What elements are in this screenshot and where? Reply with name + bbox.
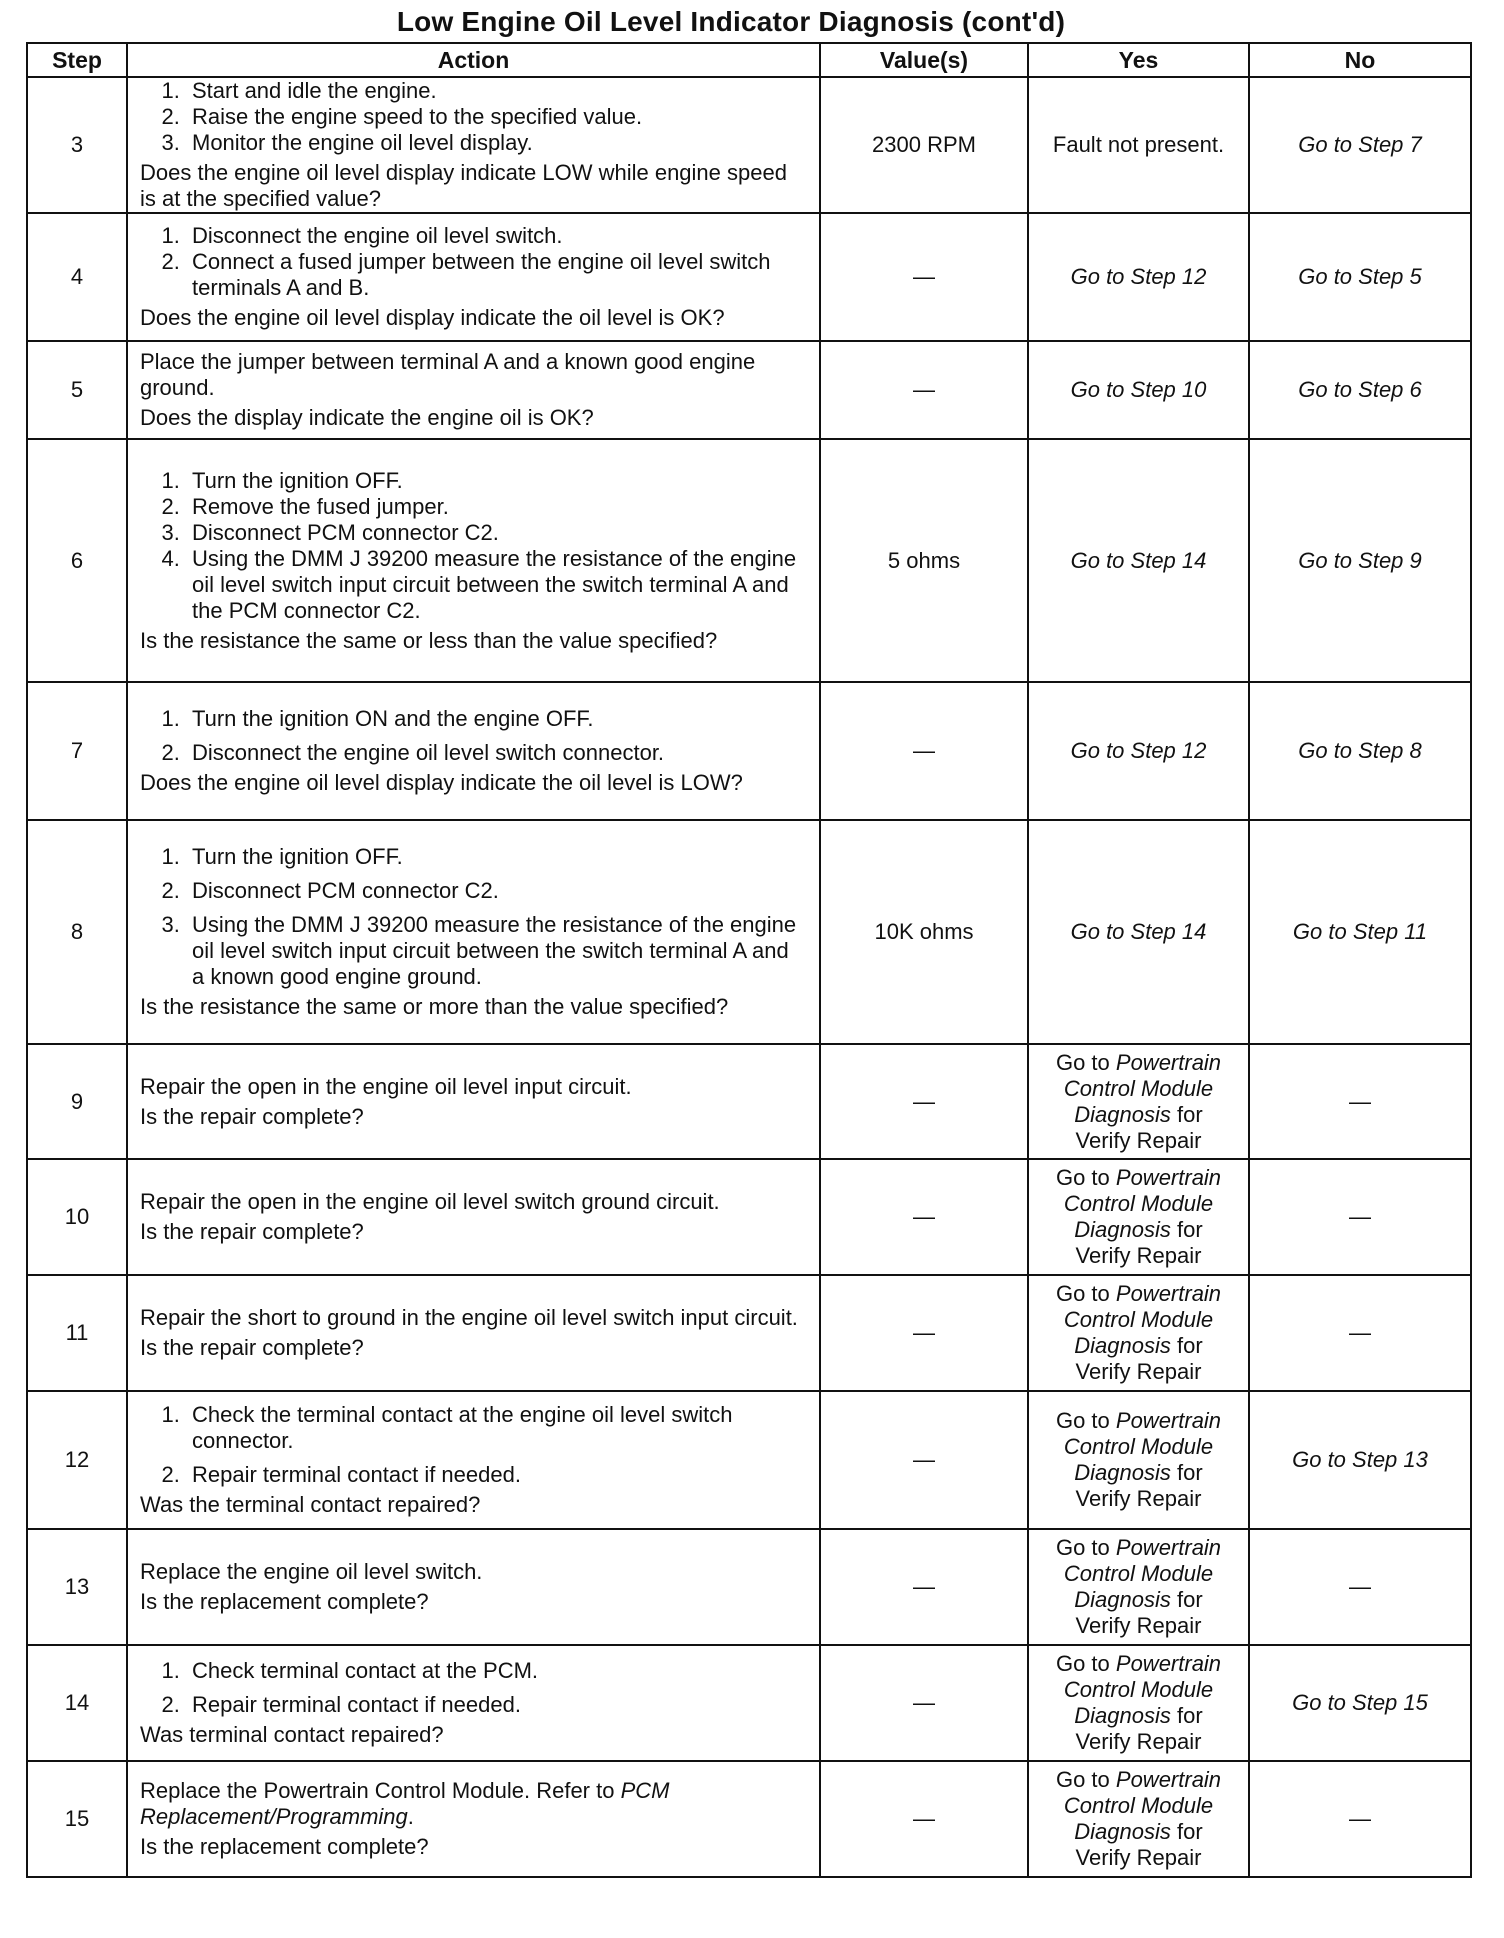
value-cell: 10K ohms [820, 820, 1028, 1044]
step-number: 8 [27, 820, 127, 1044]
table-row [27, 77, 1471, 213]
action-cell [127, 1391, 820, 1529]
list-item: 3. Using the DMM J 39200 measure the resistance of the engine oil level switch input circuit between the switch terminal A and a known good engine ground. [186, 912, 807, 990]
action-cell [127, 341, 820, 439]
table-row [27, 682, 1471, 820]
table-row [27, 1391, 1471, 1529]
step-number: 3 [27, 77, 127, 213]
step-number: 14 [27, 1645, 127, 1761]
table-row [27, 1761, 1471, 1877]
list-item: 2. Raise the engine speed to the specified value. [186, 104, 807, 130]
table-row [27, 1044, 1471, 1159]
table-header-row [27, 43, 1471, 77]
no-cell: Go to Step 11 [1249, 820, 1471, 1044]
value-cell: — [820, 1761, 1028, 1877]
header-no: No [1249, 43, 1471, 77]
list-item: 3. Monitor the engine oil level display. [186, 130, 807, 156]
action-list [140, 1658, 807, 1718]
no-cell: — [1249, 1275, 1471, 1391]
action-text: Repair the open in the engine oil level input circuit. [140, 1073, 632, 1099]
action-list [140, 1402, 807, 1488]
table-row [27, 341, 1471, 439]
action-question: Is the resistance the same or more than the value specified? [140, 994, 729, 1019]
value-cell: — [820, 1159, 1028, 1275]
action-cell [127, 1159, 820, 1275]
yes-cell: Go to Step 12 [1028, 682, 1249, 820]
header-step: Step [27, 43, 127, 77]
list-item: 1. Turn the ignition OFF. [186, 468, 807, 494]
step-number: 15 [27, 1761, 127, 1877]
list-item: 2. Remove the fused jumper. [186, 494, 807, 520]
yes-cell: Go to Step 14 [1028, 439, 1249, 682]
no-cell: Go to Step 13 [1249, 1391, 1471, 1529]
action-list [140, 78, 807, 156]
step-number: 9 [27, 1044, 127, 1159]
action-text: Repair the open in the engine oil level switch ground circuit. [140, 1189, 720, 1214]
action-cell [127, 213, 820, 341]
value-cell: — [820, 341, 1028, 439]
action-cell [127, 77, 820, 213]
yes-cell: Go to Powertrain Control Module Diagnosis for Verify Repair [1028, 1275, 1249, 1391]
header-value: Value(s) [820, 43, 1028, 77]
yes-cell: Go to Step 12 [1028, 213, 1249, 341]
value-cell: — [820, 682, 1028, 820]
value-cell: — [820, 213, 1028, 341]
table-row [27, 1645, 1471, 1761]
action-question: Does the engine oil level display indicate LOW while engine speed is at the specified value? [140, 160, 787, 211]
value-cell: — [820, 1645, 1028, 1761]
list-item: 1. Check terminal contact at the PCM. [186, 1658, 807, 1684]
diagnosis-table [26, 42, 1472, 1878]
no-cell: — [1249, 1044, 1471, 1159]
action-cell [127, 439, 820, 682]
list-item: 1. Start and idle the engine. [186, 78, 807, 104]
action-question: Does the display indicate the engine oil is OK? [140, 405, 594, 430]
action-question: Is the repair complete? [140, 1103, 364, 1129]
no-cell: Go to Step 9 [1249, 439, 1471, 682]
table-row [27, 1159, 1471, 1275]
action-question: Was terminal contact repaired? [140, 1722, 444, 1747]
value-cell: 2300 RPM [820, 77, 1028, 213]
table-row [27, 1275, 1471, 1391]
action-list [140, 223, 807, 301]
yes-cell: Go to Powertrain Control Module Diagnosis for Verify Repair [1028, 1044, 1249, 1159]
step-number: 6 [27, 439, 127, 682]
action-question: Does the engine oil level display indicate the oil level is OK? [140, 305, 725, 330]
no-cell: — [1249, 1529, 1471, 1645]
action-cell [127, 1761, 820, 1877]
action-list [140, 468, 807, 624]
list-item: 1. Turn the ignition ON and the engine OFF. [186, 706, 807, 732]
action-question: Is the replacement complete? [140, 1589, 429, 1614]
no-cell: Go to Step 5 [1249, 213, 1471, 341]
no-cell: Go to Step 7 [1249, 77, 1471, 213]
yes-cell: Fault not present. [1028, 77, 1249, 213]
yes-cell: Go to Powertrain Control Module Diagnosis for Verify Repair [1028, 1391, 1249, 1529]
list-item: 2. Disconnect PCM connector C2. [186, 878, 807, 904]
step-number: 11 [27, 1275, 127, 1391]
list-item: 2. Connect a fused jumper between the engine oil level switch terminals A and B. [186, 249, 807, 301]
value-cell: — [820, 1275, 1028, 1391]
list-item: 1. Check the terminal contact at the engine oil level switch connector. [186, 1402, 807, 1454]
list-item: 3. Disconnect PCM connector C2. [186, 520, 807, 546]
action-text: Place the jumper between terminal A and a known good engine ground. [140, 349, 756, 400]
action-cell [127, 1044, 820, 1159]
header-action: Action [127, 43, 820, 77]
action-text: Replace the Powertrain Control Module. Refer to PCM Replacement/Programming. [140, 1778, 670, 1829]
action-cell [127, 1645, 820, 1761]
header-yes: Yes [1028, 43, 1249, 77]
value-cell: — [820, 1044, 1028, 1159]
yes-cell: Go to Step 14 [1028, 820, 1249, 1044]
yes-cell: Go to Powertrain Control Module Diagnosis for Verify Repair [1028, 1645, 1249, 1761]
no-cell: Go to Step 15 [1249, 1645, 1471, 1761]
action-question: Is the repair complete? [140, 1219, 364, 1244]
step-number: 4 [27, 213, 127, 341]
reference-title: PCM Replacement/Programming [140, 1778, 670, 1829]
action-cell [127, 820, 820, 1044]
action-text: Replace the engine oil level switch. [140, 1559, 483, 1584]
action-cell [127, 1275, 820, 1391]
action-list [140, 844, 807, 990]
table-row [27, 213, 1471, 341]
list-item: 1. Turn the ignition OFF. [186, 844, 807, 870]
step-number: 10 [27, 1159, 127, 1275]
list-item: 2. Repair terminal contact if needed. [186, 1692, 807, 1718]
list-item: 2. Disconnect the engine oil level switch connector. [186, 740, 807, 766]
no-cell: Go to Step 6 [1249, 341, 1471, 439]
table-row [27, 820, 1471, 1044]
action-cell [127, 682, 820, 820]
action-list [140, 706, 807, 766]
action-question: Is the repair complete? [140, 1335, 364, 1360]
action-question: Is the resistance the same or less than the value specified? [140, 627, 718, 653]
yes-cell: Go to Powertrain Control Module Diagnosis for Verify Repair [1028, 1529, 1249, 1645]
action-text: Repair the short to ground in the engine oil level switch input circuit. [140, 1305, 798, 1330]
action-question: Was the terminal contact repaired? [140, 1492, 481, 1517]
step-number: 12 [27, 1391, 127, 1529]
action-cell [127, 1529, 820, 1645]
value-cell: — [820, 1529, 1028, 1645]
step-number: 7 [27, 682, 127, 820]
table-row [27, 1529, 1471, 1645]
value-cell: — [820, 1391, 1028, 1529]
table-row [27, 439, 1471, 682]
list-item: 1. Disconnect the engine oil level switch. [186, 223, 807, 249]
list-item: 4. Using the DMM J 39200 measure the resistance of the engine oil level switch input circuit between the switch terminal A and the PCM connector C2. [186, 546, 807, 624]
yes-cell: Go to Step 10 [1028, 341, 1249, 439]
step-number: 5 [27, 341, 127, 439]
yes-cell: Go to Powertrain Control Module Diagnosis for Verify Repair [1028, 1761, 1249, 1877]
list-item: 2. Repair terminal contact if needed. [186, 1462, 807, 1488]
page-title: Low Engine Oil Level Indicator Diagnosis (cont'd) [396, 6, 1066, 37]
no-cell: — [1249, 1761, 1471, 1877]
no-cell: Go to Step 8 [1249, 682, 1471, 820]
no-cell: — [1249, 1159, 1471, 1275]
step-number: 13 [27, 1529, 127, 1645]
action-question: Does the engine oil level display indicate the oil level is LOW? [140, 770, 743, 795]
value-cell: 5 ohms [820, 439, 1028, 682]
action-question: Is the replacement complete? [140, 1834, 429, 1859]
yes-cell: Go to Powertrain Control Module Diagnosis for Verify Repair [1028, 1159, 1249, 1275]
